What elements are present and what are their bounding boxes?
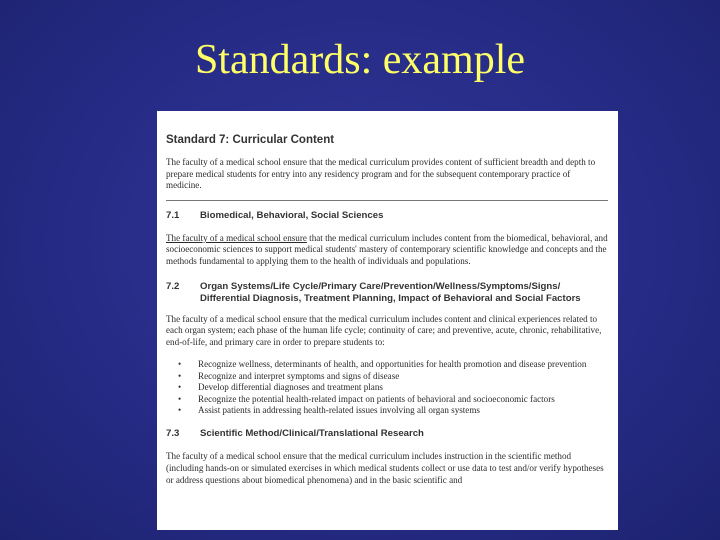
section-heading-7-2 [166,281,608,305]
underlined-lead: The faculty of a medical school ensure [166,232,307,243]
list-item: • Recognize wellness, determinants of health, and opportunities for health promotion and disease prevention [166,359,608,370]
divider [166,200,608,201]
section-title: Biomedical, Behavioral, Social Sciences [200,209,384,221]
document-image [157,111,618,530]
bullet-list [166,359,608,416]
list-item: • Recognize and interpret symptoms and signs of disease [166,371,608,382]
section-heading-7-3 [166,428,608,440]
section-number: 7.2 [166,280,180,292]
slide-title: Standards: example [194,37,526,83]
section-body-text: that the medical curriculum includes content from the biomedical, behavioral, and socioeconomic sciences to support medical students' mastery of contemporary scientific knowledge and concepts and the methods fundamental to applying them to the health of individuals and populations. [166,232,608,266]
section-heading-7-1 [166,210,608,222]
section-title: Scientific Method/Clinical/Translational Research [200,428,424,440]
list-item: • Recognize the potential health-related impact on patients of behavioral and socioeconomic factors [166,394,608,405]
section-body-7-3: The faculty of a medical school ensure that the medical curriculum includes instruction in the scientific method (including hands-on or simulated exercises in which medical students collect or use data to test and/or verify hypotheses or address questions about biomedical phenomena) and in the basic scientific and [166,451,604,485]
section-body-7-1 [166,233,608,268]
standard-intro: The faculty of a medical school ensure that the medical curriculum provides content of sufficient breadth and depth to prepare medical students for entry into any residency program and for the subsequent contemporary practice of medicine. [166,157,596,191]
standard-title: Standard 7: Curricular Content [166,134,335,146]
list-item: • Assist patients in addressing health-related issues involving all organ systems [166,405,608,416]
list-item: • Develop differential diagnoses and treatment plans [166,382,608,393]
section-number: 7.1 [166,209,180,221]
section-body-7-2: The faculty of a medical school ensure that the medical curriculum includes content and clinical experiences related to each organ system; each phase of the human life cycle; continuity of care; and preventive, acute, chronic, rehabilitative, end-of-life, and primary care in order to prepare students to: [166,313,602,347]
section-title: Organ Systems/Life Cycle/Primary Care/Prevention/Wellness/Symptoms/Signs/ Differential Diagnosis, Treatment Planning, Impact of Behavioral and Social Factors [200,280,581,304]
section-number: 7.3 [166,428,180,440]
